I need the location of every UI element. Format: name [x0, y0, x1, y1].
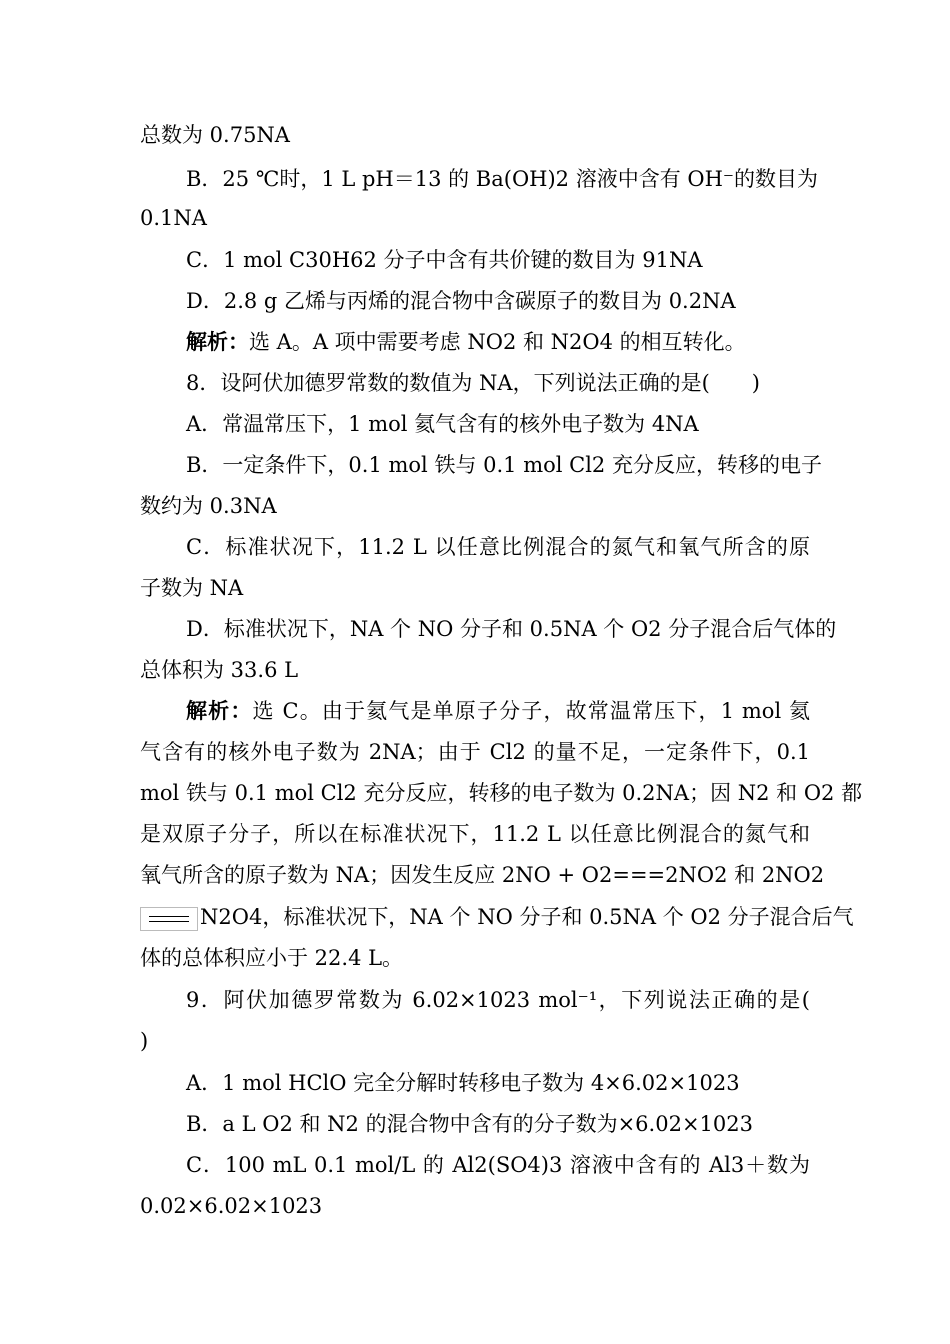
analysis-line — [186, 325, 810, 359]
option-b: B．25 ℃时，1 L pH＝13 的 Ba(OH)2 溶液中含有 OH⁻的数目为 — [186, 167, 818, 191]
text-line: 0.1NA — [140, 206, 207, 230]
option-b: B．a L O2 和 N2 的混合物中含有的分子数为×6.02×1023 — [186, 1112, 753, 1136]
question-8: 8．设阿伏加德罗常数的数值为 NA，下列说法正确的是( ) — [186, 371, 760, 395]
analysis-text: 选 A。A 项中需要考虑 NO2 和 N2O4 的相互转化。 — [249, 330, 746, 354]
option-d: D．标准状况下，NA 个 NO 分子和 0.5NA 个 O2 分子混合后气体的 — [186, 617, 837, 641]
text-line: 体的总体积应小于 22.4 L。 — [140, 946, 404, 970]
analysis-label: 解析： — [186, 329, 249, 354]
analysis-label: 解析： — [186, 698, 253, 723]
option-a: A．1 mol HClO 完全分解时转移电子数为 4×6.02×1023 — [186, 1071, 740, 1095]
text-line: 是双原子分子，所以在标准状况下，11.2 L 以任意比例混合的氮气和 — [140, 822, 810, 846]
analysis-line — [186, 694, 810, 728]
option-b: B．一定条件下，0.1 mol 铁与 0.1 mol Cl2 充分反应，转移的电子 — [186, 453, 822, 477]
option-c: C．标准状况下，11.2 L 以任意比例混合的氮气和氧气所含的原 — [186, 535, 810, 559]
text-line: 数约为 0.3NA — [140, 494, 277, 518]
analysis-text: 选 C。由于氦气是单原子分子，故常温常压下，1 mol 氦 — [252, 699, 811, 723]
question-9: 9．阿伏加德罗常数为 6.02×1023 mol⁻¹，下列说法正确的是( — [186, 988, 810, 1012]
text-line: 气含有的核外电子数为 2NA；由于 Cl2 的量不足，一定条件下，0.1 — [140, 740, 810, 764]
option-c: C．1 mol C30H62 分子中含有共价键的数目为 91NA — [186, 248, 703, 272]
option-d: D．2.8 g 乙烯与丙烯的混合物中含碳原子的数目为 0.2NA — [186, 289, 736, 313]
option-a: A．常温常压下，1 mol 氦气含有的核外电子数为 4NA — [186, 412, 699, 436]
equilibrium-line — [140, 900, 854, 934]
option-c: C．100 mL 0.1 mol/L 的 Al2(SO4)3 溶液中含有的 Al3＋数为 — [186, 1153, 810, 1177]
text-line: N2O4，标准状况下，NA 个 NO 分子和 0.5NA 个 O2 分子混合后气 — [200, 905, 854, 929]
text-line: 氧气所含的原子数为 NA；因发生反应 2NO + O2===2NO2 和 2NO2 — [140, 863, 825, 887]
text-line: ) — [140, 1029, 149, 1053]
text-line: mol 铁与 0.1 mol Cl2 充分反应，转移的电子数为 0.2NA；因 N2 和 O2 都 — [140, 781, 863, 805]
text-line: 总体积为 33.6 L — [140, 658, 299, 682]
text-line: 总数为 0.75NA — [140, 123, 290, 147]
text-line: 子数为 NA — [140, 576, 244, 600]
equilibrium-arrow-icon — [140, 907, 198, 931]
text-line: 0.02×6.02×1023 — [140, 1194, 323, 1218]
